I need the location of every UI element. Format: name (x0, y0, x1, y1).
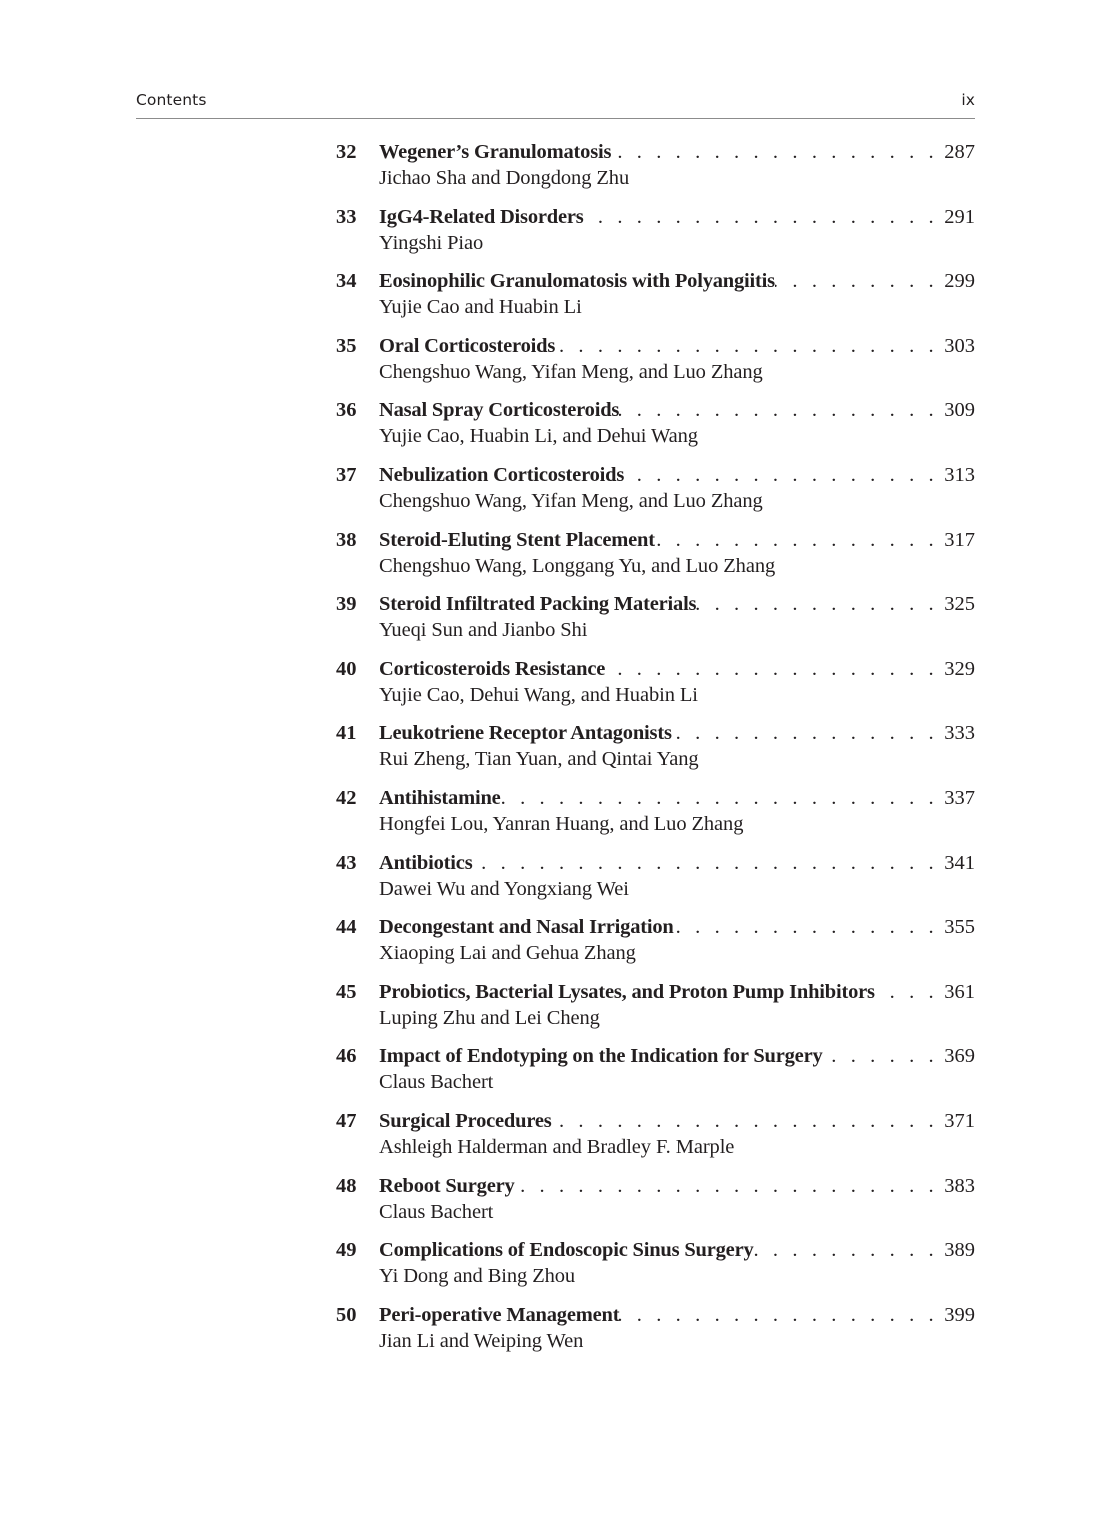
chapter-number: 36 (336, 399, 357, 422)
toc-entry[interactable] (336, 785, 975, 850)
dot-leader (472, 850, 944, 876)
chapter-authors: Yujie Cao, Dehui Wang, and Huabin Li (379, 683, 698, 706)
chapter-page-number[interactable]: 341 (944, 851, 975, 874)
chapter-page-number[interactable]: 299 (944, 270, 975, 293)
dot-leader (875, 979, 944, 1005)
chapter-authors: Yujie Cao, Huabin Li, and Dehui Wang (379, 425, 698, 448)
chapter-title[interactable]: Decongestant and Nasal Irrigation (379, 916, 674, 939)
toc-entry[interactable] (336, 1108, 975, 1173)
chapter-title[interactable]: Leukotriene Receptor Antagonists (379, 722, 672, 745)
chapter-authors: Hongfei Lou, Yanran Huang, and Luo Zhang (379, 812, 744, 835)
chapter-page-number[interactable]: 317 (944, 528, 975, 551)
chapter-title[interactable]: Impact of Endotyping on the Indication for Surgery (379, 1045, 823, 1068)
chapter-authors: Rui Zheng, Tian Yuan, and Qintai Yang (379, 748, 699, 771)
dot-leader (619, 397, 944, 423)
toc-entry[interactable] (336, 720, 975, 785)
running-head-section: Contents (136, 91, 207, 109)
chapter-number: 40 (336, 657, 357, 680)
toc-entry[interactable] (336, 1043, 975, 1108)
chapter-number: 45 (336, 980, 357, 1003)
chapter-page-number[interactable]: 361 (944, 980, 975, 1003)
chapter-title[interactable]: Peri-operative Management (379, 1303, 620, 1326)
chapter-page-number[interactable]: 329 (944, 657, 975, 680)
chapter-authors: Jian Li and Weiping Wen (379, 1329, 584, 1352)
chapter-number: 48 (336, 1174, 357, 1197)
toc-entry[interactable] (336, 656, 975, 721)
toc-entry[interactable] (336, 333, 975, 398)
chapter-number: 47 (336, 1109, 357, 1132)
toc-entry[interactable] (336, 204, 975, 269)
chapter-title[interactable]: Surgical Procedures (379, 1109, 552, 1132)
dot-leader (515, 1173, 945, 1199)
dot-leader (696, 591, 944, 617)
chapter-page-number[interactable]: 355 (944, 916, 975, 939)
chapter-title[interactable]: Antibiotics (379, 851, 473, 874)
toc-entry[interactable] (336, 914, 975, 979)
toc-entry[interactable] (336, 139, 975, 204)
chapter-page-number[interactable]: 337 (944, 786, 975, 809)
chapter-title[interactable]: Probiotics, Bacterial Lysates, and Proton Pump Inhibitors (379, 980, 875, 1003)
chapter-title[interactable]: Eosinophilic Granulomatosis with Polyangiitis (379, 270, 775, 293)
chapter-authors: Ashleigh Halderman and Bradley F. Marple (379, 1135, 735, 1158)
chapter-authors: Claus Bachert (379, 1071, 494, 1094)
running-head-page-number: ix (961, 91, 975, 109)
chapter-number: 50 (336, 1303, 357, 1326)
chapter-number: 38 (336, 528, 357, 551)
chapter-page-number[interactable]: 309 (944, 399, 975, 422)
chapter-number: 44 (336, 916, 357, 939)
chapter-number: 42 (336, 786, 357, 809)
dot-leader (552, 1108, 945, 1134)
chapter-authors: Yujie Cao and Huabin Li (379, 296, 582, 319)
chapter-title[interactable]: Wegener’s Granulomatosis (379, 141, 612, 163)
chapter-number: 41 (336, 722, 357, 745)
chapter-authors: Yueqi Sun and Jianbo Shi (379, 619, 588, 642)
chapter-page-number[interactable]: 389 (944, 1239, 975, 1262)
chapter-authors: Dawei Wu and Yongxiang Wei (379, 877, 629, 900)
chapter-number: 49 (336, 1239, 357, 1262)
chapter-title[interactable]: Steroid Infiltrated Packing Materials (379, 593, 697, 616)
chapter-number: 37 (336, 463, 357, 486)
toc-entry[interactable] (336, 591, 975, 656)
chapter-number: 39 (336, 593, 357, 616)
chapter-number: 34 (336, 270, 357, 293)
chapter-authors: Claus Bachert (379, 1200, 494, 1223)
dot-leader (619, 1302, 944, 1328)
chapter-title[interactable]: Nebulization Corticosteroids (379, 463, 625, 486)
chapter-title[interactable]: Corticosteroids Resistance (379, 657, 606, 680)
chapter-page-number[interactable]: 369 (944, 1045, 975, 1068)
toc-entry[interactable] (336, 1173, 975, 1238)
dot-leader (775, 268, 944, 294)
dot-leader (584, 204, 945, 230)
chapter-title[interactable]: IgG4-Related Disorders (379, 205, 584, 228)
toc-entry[interactable] (336, 268, 975, 333)
dot-leader (672, 720, 945, 746)
chapter-title[interactable]: Complications of Endoscopic Sinus Surgery (379, 1239, 754, 1262)
header-rule (136, 118, 975, 119)
chapter-authors: Chengshuo Wang, Longgang Yu, and Luo Zhang (379, 554, 776, 577)
chapter-title[interactable]: Reboot Surgery (379, 1174, 515, 1197)
toc-entry[interactable] (336, 462, 975, 527)
running-head (136, 89, 975, 113)
chapter-authors: Yingshi Piao (379, 231, 484, 254)
chapter-page-number[interactable]: 325 (944, 593, 975, 616)
chapter-title[interactable]: Oral Corticosteroids (379, 334, 556, 357)
chapter-page-number[interactable]: 399 (944, 1303, 975, 1326)
chapter-number: 35 (336, 334, 357, 357)
chapter-page-number[interactable]: 287 (944, 141, 975, 163)
dot-leader (624, 462, 944, 488)
toc-entry[interactable] (336, 397, 975, 462)
table-of-contents (336, 139, 975, 1366)
toc-entry[interactable] (336, 1237, 975, 1302)
dot-leader (605, 656, 944, 682)
chapter-page-number[interactable]: 291 (944, 205, 975, 228)
dot-leader (823, 1043, 945, 1069)
dot-leader (501, 785, 945, 811)
dot-leader (655, 527, 944, 553)
dot-leader (674, 914, 945, 940)
chapter-number: 32 (336, 141, 357, 163)
toc-entry[interactable] (336, 979, 975, 1044)
chapter-page-number[interactable]: 303 (944, 334, 975, 357)
chapter-page-number[interactable]: 313 (944, 463, 975, 486)
chapter-number: 33 (336, 205, 357, 228)
dot-leader (555, 333, 944, 359)
dot-leader (754, 1237, 945, 1263)
chapter-number: 46 (336, 1045, 357, 1068)
chapter-page-number[interactable]: 371 (944, 1109, 975, 1132)
chapter-page-number[interactable]: 333 (944, 722, 975, 745)
chapter-authors: Yi Dong and Bing Zhou (379, 1265, 576, 1288)
dot-leader (611, 139, 944, 165)
toc-entry[interactable] (336, 1302, 975, 1367)
chapter-authors: Chengshuo Wang, Yifan Meng, and Luo Zhang (379, 360, 763, 383)
chapter-page-number[interactable]: 383 (944, 1174, 975, 1197)
chapter-authors: Xiaoping Lai and Gehua Zhang (379, 942, 636, 965)
chapter-authors: Luping Zhu and Lei Cheng (379, 1006, 600, 1029)
toc-entry[interactable] (336, 850, 975, 915)
chapter-title[interactable]: Steroid-Eluting Stent Placement (379, 528, 655, 551)
chapter-number: 43 (336, 851, 357, 874)
chapter-title[interactable]: Antihistamine (379, 786, 501, 809)
chapter-title[interactable]: Nasal Spray Corticosteroids (379, 399, 620, 422)
toc-entry[interactable] (336, 527, 975, 592)
chapter-authors: Chengshuo Wang, Yifan Meng, and Luo Zhang (379, 489, 763, 512)
chapter-authors: Jichao Sha and Dongdong Zhu (379, 167, 630, 189)
